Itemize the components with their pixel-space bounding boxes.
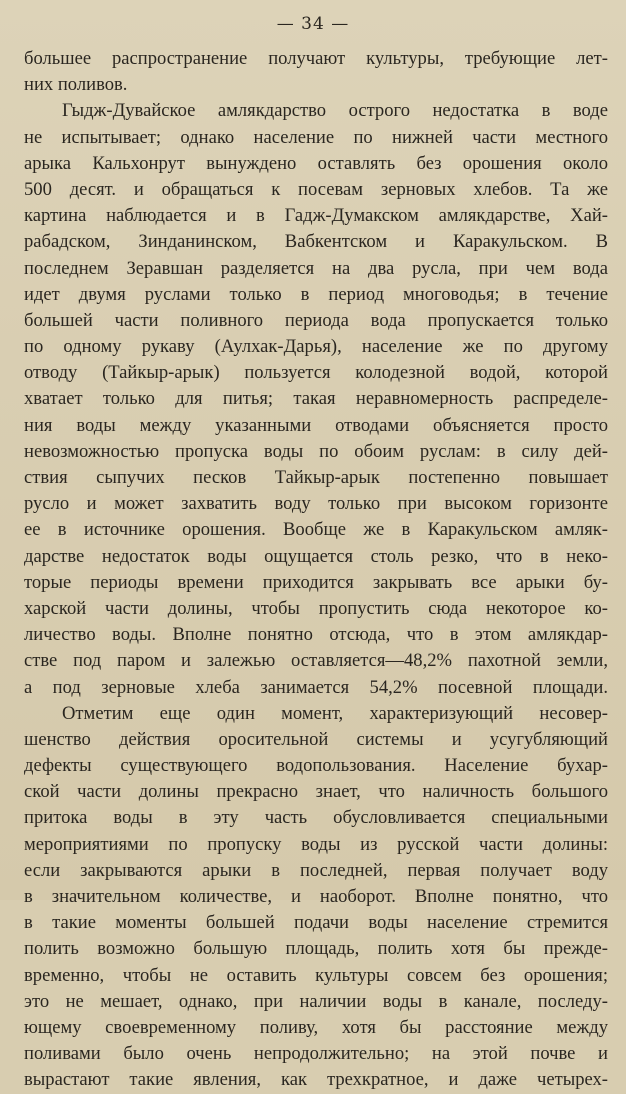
- text-line: картина наблюдается и в Гадж-Думакском амлякдарстве, Хай-: [24, 205, 608, 227]
- text-line: по одному рукаву (Аулхак-Дарья), население же по другому: [24, 336, 608, 358]
- text-line: невозможностью пропуска воды по обоим руслам: в силу дей-: [24, 440, 608, 462]
- text-line: ствия сыпучих песков Тайкыр-арык постепенно повышает: [24, 467, 608, 488]
- text-line: русло и может захватить воду только при высоком горизонте: [24, 493, 608, 515]
- text-line: не испытывает; однако население по нижней части местного: [24, 126, 608, 148]
- text-line: торые периоды времени приходится закрывать все арыки бу-: [24, 571, 608, 593]
- text-line: полить возможно большую площадь, полить хотя бы прежде-: [24, 938, 608, 960]
- text-line: них поливов.: [24, 74, 128, 96]
- text-line: дарстве недостаток воды ощущается столь резко, что в неко-: [24, 545, 608, 567]
- text-line: ющему своевременному поливу, хотя бы расстояние между: [24, 1016, 608, 1038]
- text-line: 500 десят. и обращаться к посевам зерновых хлебов. Та же: [24, 178, 608, 200]
- text-line: а под зерновые хлеба занимается 54,2% посевной площади.: [24, 676, 608, 698]
- text-line: временно, чтобы не оставить культуры совсем без орошения;: [24, 964, 608, 986]
- text-line: большее распространение получают культуры, требующие лет-: [24, 48, 608, 69]
- body-text: [24, 46, 608, 1094]
- text-line: в такие моменты большей подачи воды население стремится: [24, 912, 608, 934]
- text-line: большей части поливного периода вода пропускается только: [24, 309, 608, 331]
- text-line: арыка Кальхонрут вынуждено оставлять без орошения около: [24, 152, 608, 174]
- text-line: Отметим еще один момент, характеризующий несовер-: [62, 702, 608, 724]
- text-line: ской части долины прекрасно знает, что наличность большого: [24, 781, 608, 803]
- text-line: поливами было очень непродолжительно; на этой почве и: [24, 1043, 608, 1065]
- text-line: если закрываются арыки в последней, первая получает воду: [24, 859, 608, 881]
- text-line: идет двумя руслами только в период многоводья; в течение: [24, 283, 608, 305]
- text-line: харской части долины, чтобы пропустить сюда некоторое ко-: [24, 597, 608, 619]
- text-line: хватает только для питья; такая неравномерность распределе-: [24, 388, 608, 410]
- text-line: мероприятиями по пропуску воды из русской части долины:: [24, 833, 608, 855]
- text-line: рабадском, Зинданинском, Вабкентском и Каракульском. В: [24, 231, 608, 253]
- text-line: вырастают такие явления, как трехкратное, и даже четырех-: [24, 1069, 608, 1091]
- text-line: ния воды между указанными отводами объясняется просто: [24, 414, 608, 436]
- text-line: в значительном количестве, и наоборот. Вполне понятно, что: [24, 886, 608, 907]
- text-line: притока воды в эту часть обусловливается специальными: [24, 807, 608, 829]
- page-number: — 34 —: [276, 14, 350, 34]
- text-line: стве под паром и залежью оставляется—48,2% пахотной земли,: [24, 650, 608, 672]
- text-line: Гыдж-Дувайское амлякдарство острого недостатка в воде: [62, 100, 608, 122]
- text-line: ее в источнике орошения. Вообще же в Каракульском амляк-: [24, 519, 608, 541]
- text-line: шенство действия оросительной системы и усугубляющий: [24, 728, 608, 750]
- text-line: личество воды. Вполне понятно отсюда, что в этом амлякдар-: [24, 624, 608, 646]
- text-line: это не мешает, однако, при наличии воды в канале, последу-: [24, 990, 608, 1012]
- text-line: дефекты существующего водопользования. Население бухар-: [24, 755, 608, 777]
- text-line: отводу (Тайкыр-арык) пользуется колодезной водой, которой: [24, 362, 608, 384]
- text-line: последнем Зеравшан разделяется на два русла, при чем вода: [24, 257, 608, 279]
